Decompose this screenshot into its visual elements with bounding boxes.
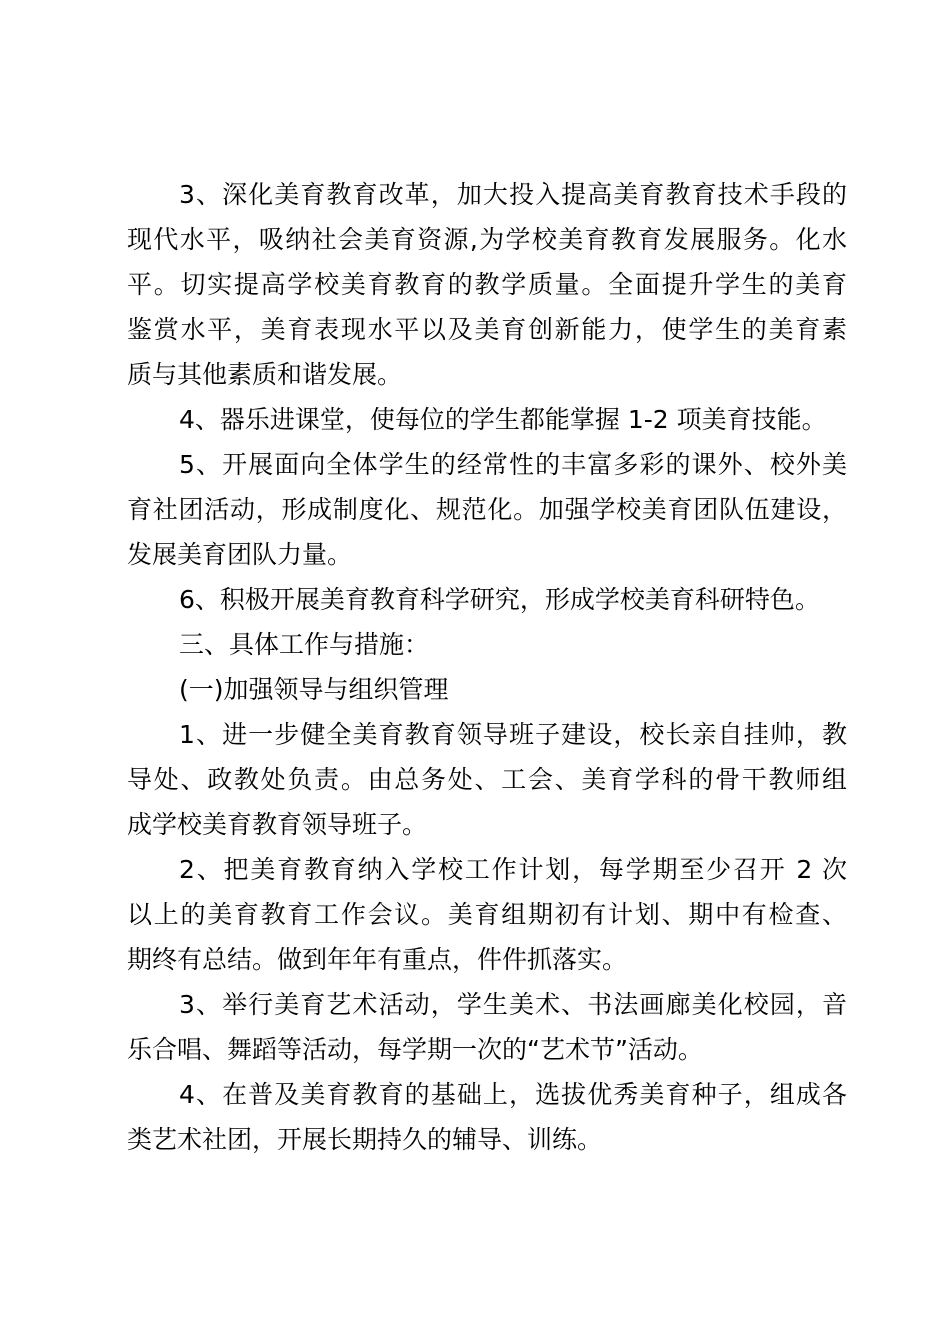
text-line: 质与其他素质和谐发展。 [127,360,403,389]
text-line: 成学校美育教育领导班子。 [127,810,428,839]
text-line: 4、器乐进课堂，使每位的学生都能掌握 1-2 项美育技能。 [179,405,827,434]
text-line: 2、把美育教育纳入学校工作计划，每学期至少召开 2 次 [179,855,847,884]
text-line: 6、积极开展美育教育科学研究，形成学校美育科研特色。 [179,585,820,614]
text-line: 乐合唱、舞蹈等活动，每学期一次的“艺术节”活动。 [127,1035,703,1064]
text-line: 期终有总结。做到年年有重点，件件抓落实。 [127,945,628,974]
section-heading: 三、具体工作与措施： [179,630,430,659]
text-line: 4、在普及美育教育的基础上，选拔优秀美育种子，组成各 [179,1080,847,1109]
text-line: 导处、政教处负责。由总务处、工会、美育学科的骨干教师组 [127,765,847,794]
text-line: 以上的美育教育工作会议。美育组期初有计划、期中有检查、 [127,900,847,929]
text-line: 3、深化美育教育改革，加大投入提高美育教育技术手段的 [179,180,847,209]
text-line: 平。切实提高学校美育教育的教学质量。全面提升学生的美育 [127,270,847,299]
text-line: 发展美育团队力量。 [127,540,353,569]
text-line: 类艺术社团，开展长期持久的辅导、训练。 [127,1125,603,1154]
text-line: 育社团活动，形成制度化、规范化。加强学校美育团队伍建设， [127,495,847,524]
text-line: 鉴赏水平，美育表现水平以及美育创新能力，使学生的美育素 [127,315,847,344]
text-line: 现代水平，吸纳社会美育资源,为学校美育教育发展服务。化水 [127,225,847,254]
text-line: 3、举行美育艺术活动，学生美术、书法画廊美化校园，音 [179,990,847,1019]
text-line: 5、开展面向全体学生的经常性的丰富多彩的课外、校外美 [179,450,847,479]
text-line: 1、进一步健全美育教育领导班子建设，校长亲自挂帅，教 [179,720,847,749]
document-body [127,172,847,1162]
subsection-heading: (一)加强领导与组织管理 [179,675,449,704]
